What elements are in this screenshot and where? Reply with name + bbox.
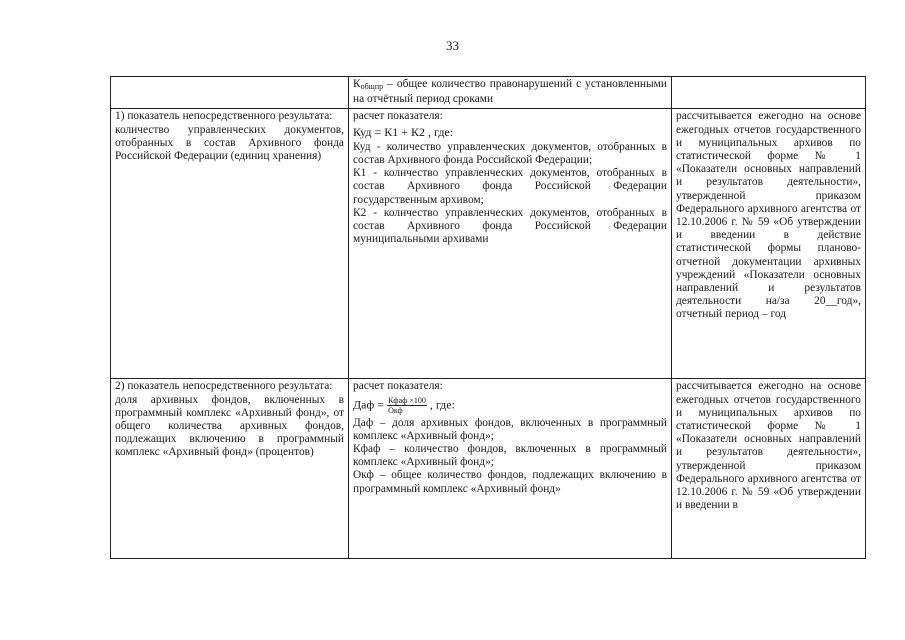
table-cell-source: рассчитывается ежегодно на основе ежегодных отчетов государственного и муниципальных архивов по статистической форме № 1 «Показатели основных направлений и результатов деятельности», утвержденной приказом Федерального архивного агентства от 12.10.2006 г. № 59 «Об утверждении и введении в действие статистической формы планово-отчетной документации архивных учреждений «Показатели основных направлений и результатов деятельности на/за 20__год», отчетный период – год (672, 109, 866, 379)
formula-tail: , где: (429, 396, 455, 411)
indicator-title: 1) показатель непосредственного результата: (115, 110, 333, 123)
table-cell-calculation (349, 109, 672, 379)
formula-numerator: Кфаф ×100 (388, 395, 426, 405)
table-row (111, 379, 866, 559)
page-number: 33 (446, 38, 459, 53)
table-cell-calculation (349, 77, 672, 109)
indicator-description: доля архивных фондов, включенных в программный комплекс «Архивный фонд», от общего количества архивных фондов, подлежащих включению в программный комплекс «Архивный фонд» (процентов) (115, 393, 344, 459)
indicator-title: 2) показатель непосредственного результата: (115, 380, 333, 393)
formula (353, 396, 667, 415)
calculation-heading: расчет показателя: (353, 380, 443, 393)
formula-denominator: Окф (388, 405, 403, 415)
formula: Куд = К1 + К2 , где: (353, 124, 454, 139)
table-cell-source (672, 77, 866, 109)
variable-description: – общее количество правонарушений с установленными на отчётный период сроками (353, 78, 667, 106)
formula-lhs: Даф = (353, 396, 385, 411)
table-cell-indicator (111, 77, 349, 109)
variable-name: К (353, 78, 361, 90)
table-cell-source: рассчитывается ежегодно на основе ежегодных отчетов государственного и муниципальных архивов по статистической форме № 1 «Показатели основных направлений и результатов деятельности», утвержденной приказом Федерального архивного агентства от 12.10.2006 г. № 59 «Об утверждении и введении в (672, 379, 866, 559)
variable-definition: Кфаф – количество фондов, включенных в программный комплекс «Архивный фонд»; (353, 443, 667, 469)
formula-fraction (387, 396, 427, 415)
calculation-heading: расчет показателя: (353, 110, 443, 123)
table-cell-indicator (111, 109, 349, 379)
variable-definition: Окф – общее количество фондов, подлежащих включению в программный комплекс «Архивный фонд» (353, 469, 667, 495)
variable-definition: Даф – доля архивных фондов, включенных в программный комплекс «Архивный фонд»; (353, 416, 667, 442)
variable-definition: Куд - количество управленческих документов, отобранных в состав Архивного фонда Российской Федерации; (353, 140, 667, 167)
table-cell-indicator (111, 379, 349, 559)
table-cell-calculation (349, 379, 672, 559)
variable-definition: К2 - количество управленческих документов, отобранных в состав Архивного фонда Российской Федерации муниципальными архивами (353, 206, 667, 246)
indicator-description: количество управленческих документов, отобранных в состав Архивного фонда Российской Федерации (единиц хранения) (115, 123, 344, 163)
indicators-table (110, 76, 866, 559)
table-row (111, 77, 866, 109)
variable-definition: К1 - количество управленческих документов, отобранных в состав Архивного фонда Российской Федерации государственным архивом; (353, 167, 667, 206)
table-row (111, 109, 866, 379)
variable-subscript: общпр (360, 82, 384, 91)
